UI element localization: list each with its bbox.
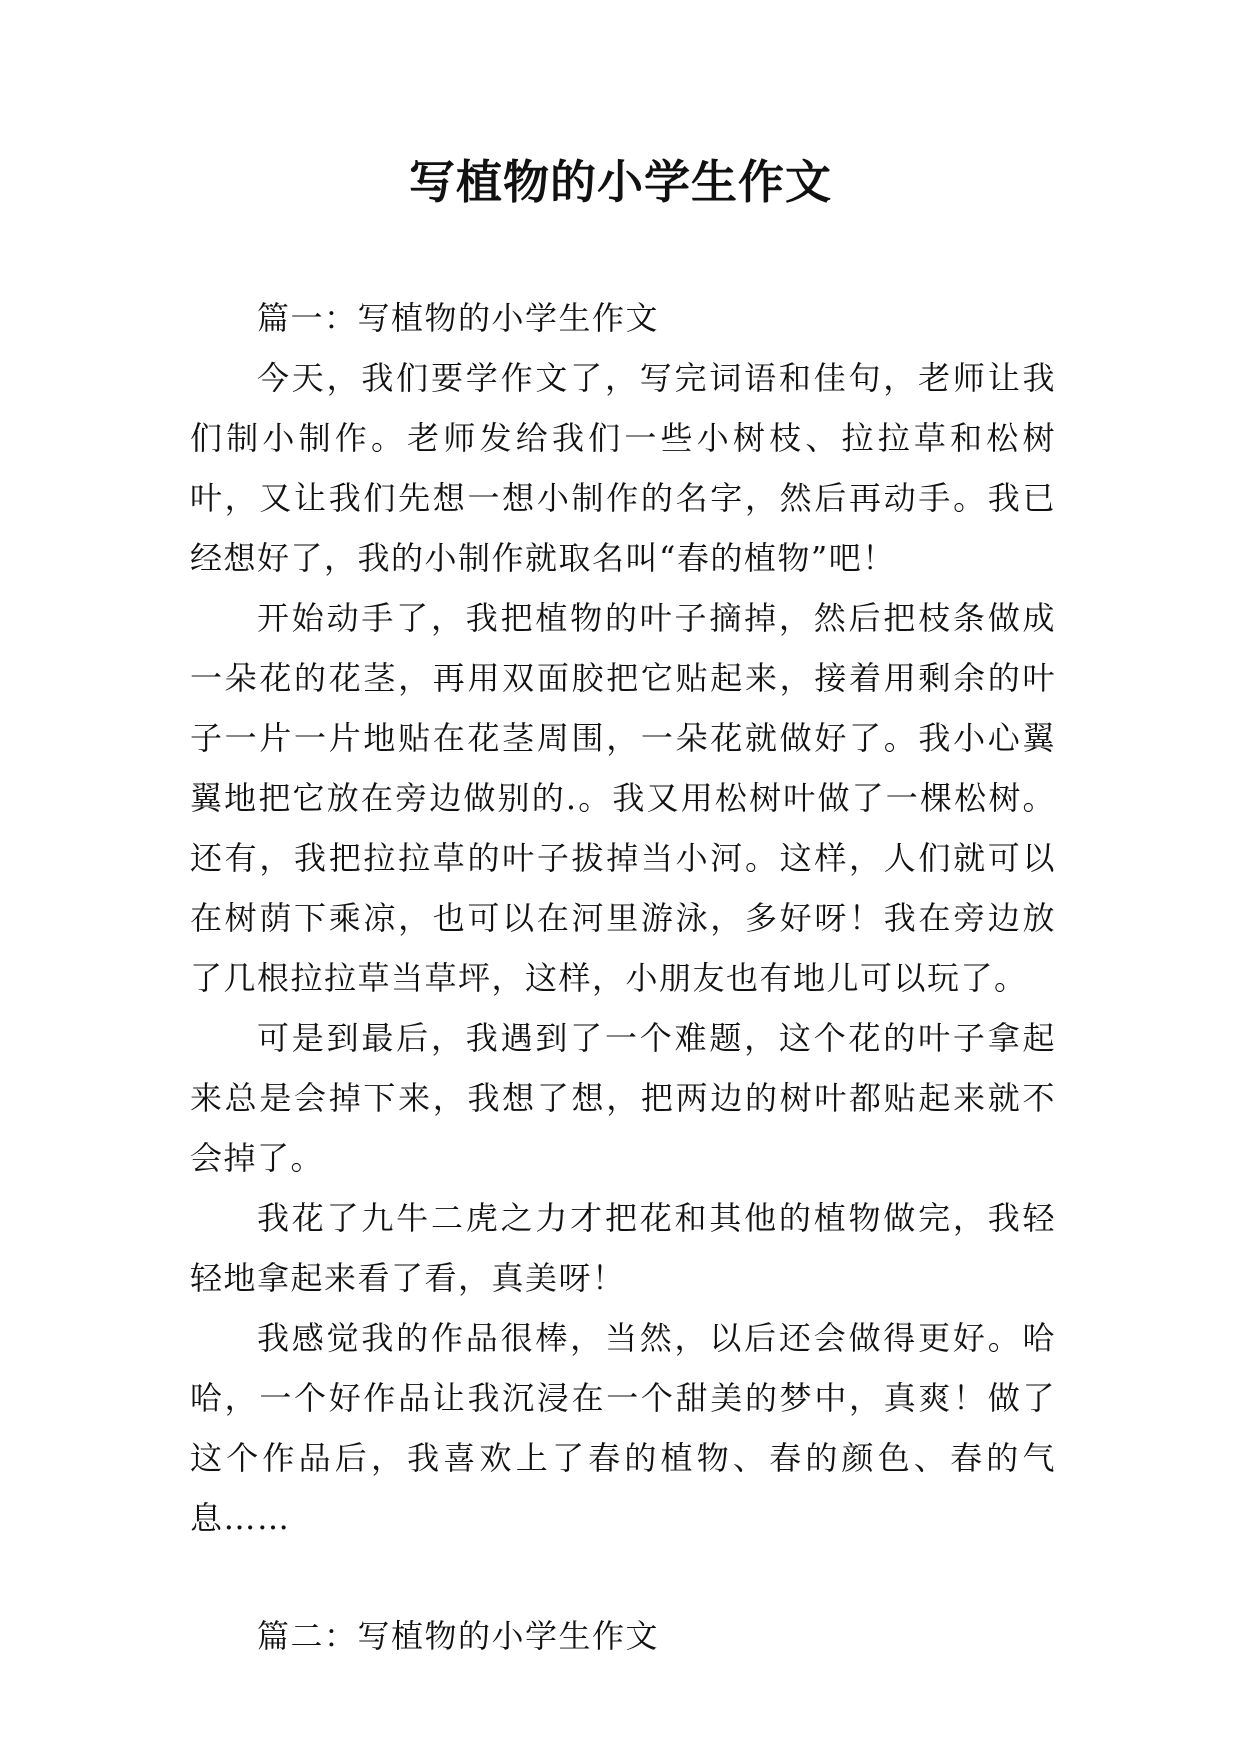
section-1-paragraph-4: 我花了九牛二虎之力才把花和其他的植物做完，我轻轻地拿起来看了看，真美呀！ <box>190 1199 1056 1297</box>
section-1-paragraph-2: 开始动手了，我把植物的叶子摘掉，然后把枝条做成一朵花的花茎，再用双面胶把它贴起来，接着用剩余的叶子一片一片地贴在花茎周围，一朵花就做好了。我小心翼翼地把它放在旁边做别的.。我又用松树叶做了一棵松树。还有，我把拉拉草的叶子拔掉当小河。这样，人们就可以在树荫下乘凉，也可以在河里游泳，多好呀！我在旁边放了几根拉拉草当草坪，这样，小朋友也有地儿可以玩了。 <box>190 599 1056 997</box>
section-spacer <box>190 1548 1056 1606</box>
document-body <box>190 288 1056 1666</box>
section-1-paragraph-3: 可是到最后，我遇到了一个难题，这个花的叶子拿起来总是会掉下来，我想了想，把两边的树叶都贴起来就不会掉了。 <box>190 1019 1056 1177</box>
document-title: 写植物的小学生作文 <box>409 155 832 209</box>
section-1-paragraph-5: 我感觉我的作品很棒，当然，以后还会做得更好。哈哈，一个好作品让我沉浸在一个甜美的梦中，真爽！做了这个作品后，我喜欢上了春的植物、春的颜色、春的气息…… <box>190 1319 1056 1537</box>
section-heading-1: 篇一：写植物的小学生作文 <box>257 299 660 337</box>
section-1-paragraph-1: 今天，我们要学作文了，写完词语和佳句，老师让我们制小制作。老师发给我们一些小树枝、拉拉草和松树叶，又让我们先想一想小制作的名字，然后再动手。我已经想好了，我的小制作就取名叫“春的植物”吧！ <box>190 359 1056 577</box>
section-heading-2: 篇二：写植物的小学生作文 <box>257 1617 660 1655</box>
